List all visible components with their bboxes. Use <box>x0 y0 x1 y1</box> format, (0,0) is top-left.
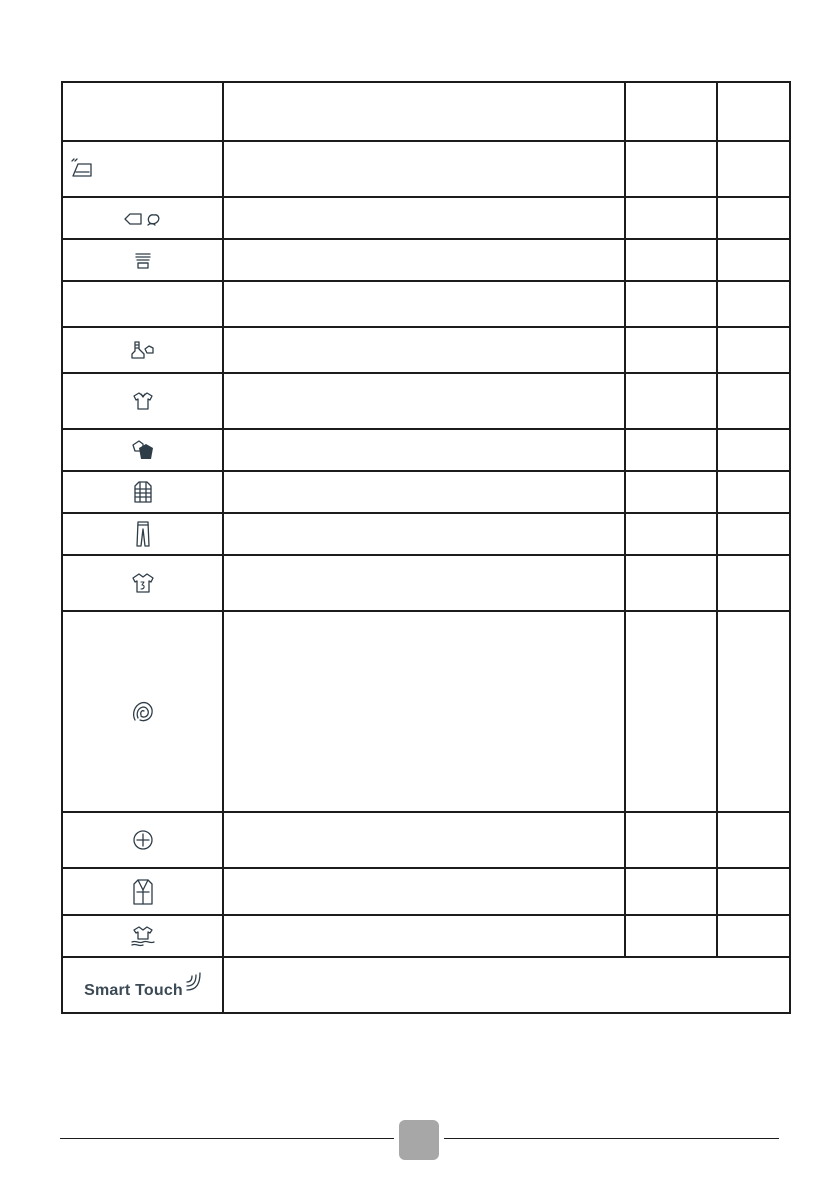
value-cell <box>717 281 790 327</box>
value-cell <box>717 915 790 957</box>
value-cell <box>625 429 717 471</box>
value-cell <box>717 471 790 513</box>
jeans-icon <box>135 520 151 548</box>
table-row <box>62 812 790 868</box>
header-cell-icon <box>62 82 223 141</box>
table-row <box>62 281 790 327</box>
footer-rule-right <box>444 1138 779 1139</box>
table-row <box>62 429 790 471</box>
description-cell <box>223 611 625 812</box>
value-cell <box>717 197 790 239</box>
table-row <box>62 555 790 611</box>
value-cell <box>625 373 717 429</box>
description-cell <box>223 471 625 513</box>
table-row <box>62 327 790 373</box>
hygiene-cross-icon <box>132 829 154 851</box>
icon-cell <box>62 239 223 281</box>
table-row <box>62 868 790 915</box>
header-row <box>62 82 790 141</box>
table-row <box>62 611 790 812</box>
description-cell <box>223 239 625 281</box>
bathrobe-icon <box>132 878 154 906</box>
description-cell <box>223 281 625 327</box>
value-cell <box>625 281 717 327</box>
icon-cell <box>62 611 223 812</box>
down-jacket-icon <box>133 480 153 504</box>
value-cell <box>625 555 717 611</box>
footer-rule-left <box>60 1138 394 1139</box>
value-cell <box>717 812 790 868</box>
value-cell <box>625 197 717 239</box>
steam-iron-icon <box>69 158 97 180</box>
description-cell <box>223 141 625 197</box>
sports-boots-icon <box>130 340 156 360</box>
programme-table <box>61 81 791 1014</box>
description-cell <box>223 373 625 429</box>
icon-cell <box>62 915 223 957</box>
description-cell <box>223 327 625 373</box>
description-cell <box>223 915 625 957</box>
description-cell <box>223 513 625 555</box>
stacked-towels-icon <box>133 250 153 270</box>
smart-touch-description-cell <box>223 957 790 1013</box>
shirt-icon <box>132 391 154 411</box>
value-cell <box>625 471 717 513</box>
icon-cell <box>62 429 223 471</box>
value-cell <box>625 812 717 868</box>
value-cell <box>625 868 717 915</box>
icon-cell <box>62 868 223 915</box>
page-number-tab <box>399 1120 439 1160</box>
hand-wash-shirt-icon <box>130 925 156 947</box>
smart-touch-label: Smart Touch <box>84 982 183 999</box>
value-cell <box>625 141 717 197</box>
icon-cell <box>62 373 223 429</box>
value-cell <box>717 429 790 471</box>
header-cell-col3 <box>625 82 717 141</box>
value-cell <box>625 239 717 281</box>
icon-cell <box>62 141 223 197</box>
value-cell <box>717 373 790 429</box>
table-row <box>62 239 790 281</box>
smart-touch-logo <box>84 970 201 1000</box>
value-cell <box>717 555 790 611</box>
description-cell <box>223 555 625 611</box>
numbered-tshirt-icon <box>131 572 155 594</box>
icon-cell <box>62 555 223 611</box>
value-cell <box>717 239 790 281</box>
icon-cell <box>62 513 223 555</box>
icon-cell <box>62 281 223 327</box>
value-cell <box>625 915 717 957</box>
value-cell <box>625 611 717 812</box>
value-cell <box>717 327 790 373</box>
table-row <box>62 513 790 555</box>
value-cell <box>717 141 790 197</box>
description-cell <box>223 429 625 471</box>
description-cell <box>223 812 625 868</box>
icon-cell <box>62 471 223 513</box>
description-cell <box>223 197 625 239</box>
icon-cell <box>62 197 223 239</box>
icon-cell <box>62 327 223 373</box>
description-cell <box>223 868 625 915</box>
value-cell <box>625 513 717 555</box>
delicate-tag-stain-icon <box>123 210 163 228</box>
table-row <box>62 141 790 197</box>
nfc-wave-icon <box>185 970 201 992</box>
header-cell-description <box>223 82 625 141</box>
icon-cell <box>62 957 223 1013</box>
header-cell-col4 <box>717 82 790 141</box>
wool-icon <box>131 700 155 724</box>
icon-cell <box>62 812 223 868</box>
value-cell <box>717 611 790 812</box>
table-row <box>62 373 790 429</box>
mixed-colours-icon <box>131 439 155 461</box>
table-row <box>62 197 790 239</box>
table-row <box>62 471 790 513</box>
value-cell <box>717 868 790 915</box>
value-cell <box>625 327 717 373</box>
value-cell <box>717 513 790 555</box>
smart-touch-row <box>62 957 790 1013</box>
table-row <box>62 915 790 957</box>
